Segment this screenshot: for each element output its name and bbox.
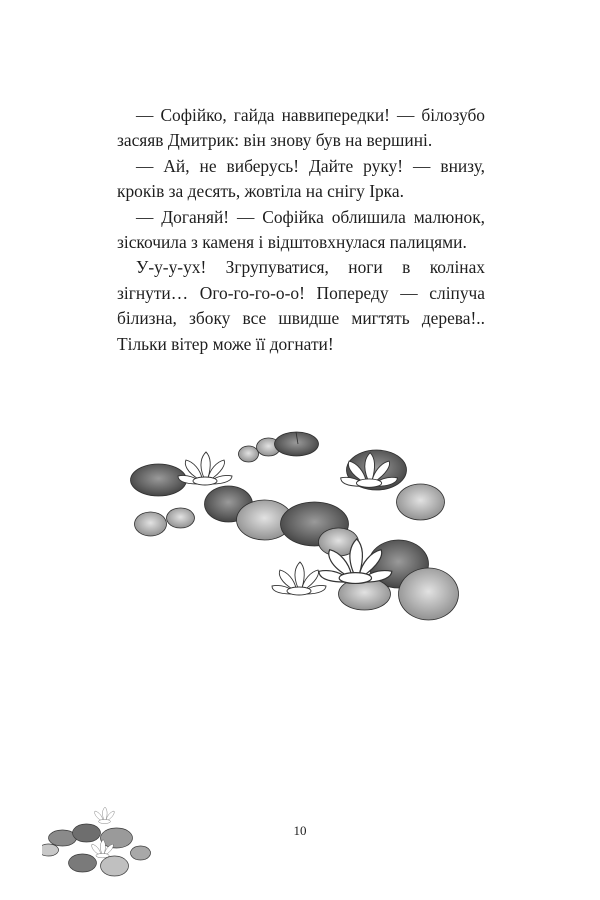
water-lily-flower-icon (178, 452, 232, 485)
lily-pad-icon (397, 484, 445, 520)
paragraph-1: — Софійко, гайда наввипередки! — білозубо засяяв Дмитрик: він знову був на вершині. (117, 105, 485, 151)
water-lily-flower-icon (95, 807, 115, 824)
lily-pad-icon (239, 446, 259, 462)
water-lilies-illustration (128, 428, 468, 624)
lily-pad-icon (399, 568, 459, 620)
lily-pad-icon (275, 432, 319, 456)
lily-pad-icon (131, 846, 151, 860)
water-lilies-corner-illustration (42, 800, 162, 880)
lily-pad-icon (68, 854, 96, 872)
lily-pad-icon (42, 844, 59, 856)
water-lily-flower-icon (272, 562, 326, 595)
lily-pad-icon (101, 856, 129, 876)
lily-pad-icon (135, 512, 167, 536)
story-text (117, 103, 485, 357)
lily-pad-icon (167, 508, 195, 528)
paragraph-3: — Доганяй! — Софійка облишила малюнок, зіскочила з каменя і відштовхнулася палицями. (117, 206, 485, 253)
paragraph-2: — Ай, не виберусь! Дайте руку! — внизу, кроків за десять, жовтіла на снігу Ірка. (117, 155, 485, 202)
lily-pad-icon (131, 464, 187, 496)
page-number: 10 (293, 823, 307, 838)
paragraph-4: У-у-у-ух! Згрупуватися, ноги в колінах зігнути… Ого-го-го-о-о! Попереду — сліпуча білизна, збоку все швидше мигтять дерева!.. Тільки вітер може її догнати! (117, 257, 485, 354)
